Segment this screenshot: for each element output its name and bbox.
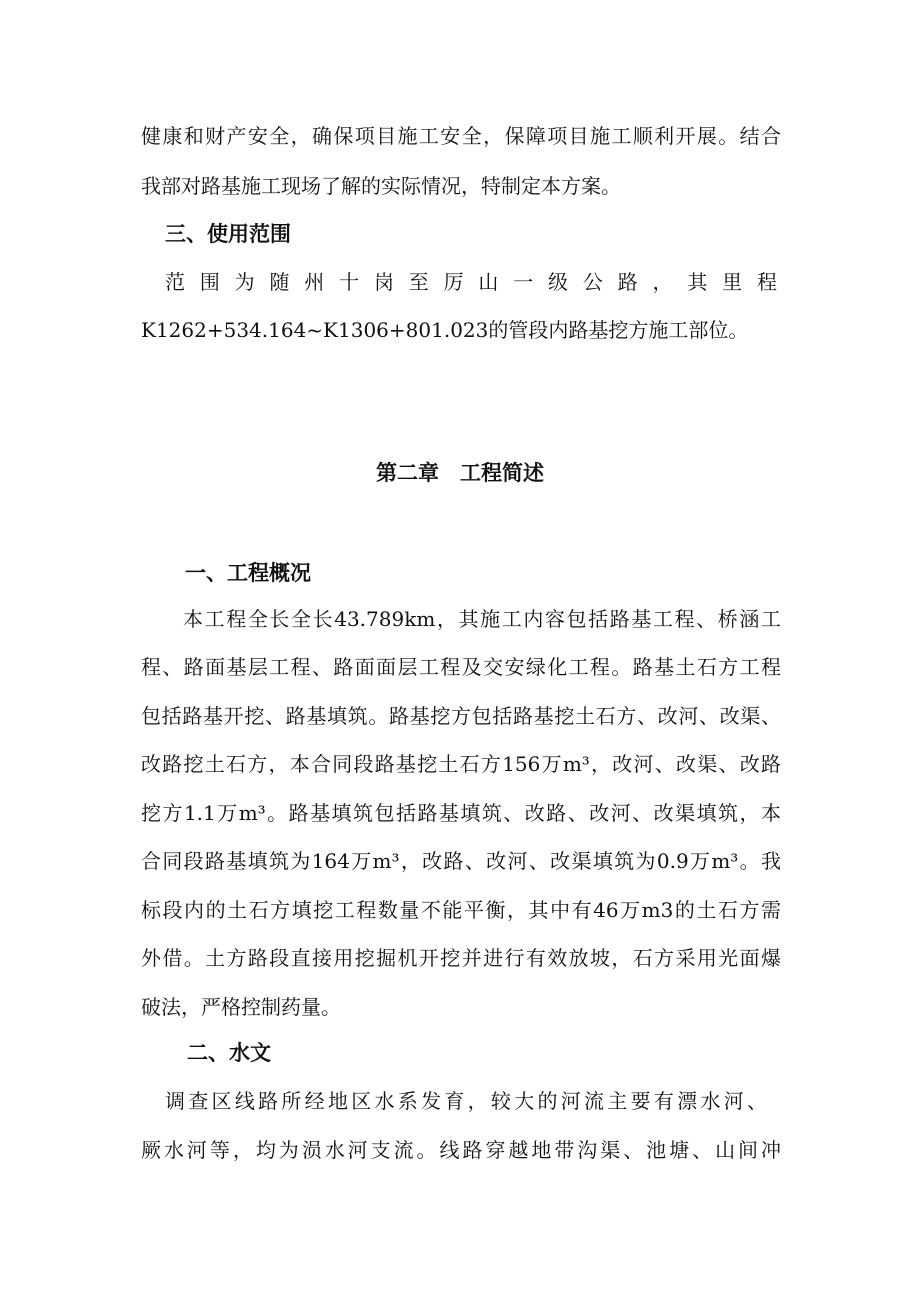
paragraph-line: 程、路面基层工程、路面面层工程及交安绿化工程。路基土石方工程 bbox=[141, 655, 781, 679]
paragraph-line: 本工程全长全长43.789km，其施工内容包括路基工程、桥涵工 bbox=[183, 607, 781, 631]
paragraph-line: 改路挖土石方，本合同段路基挖土石方156万m³，改河、改渠、改路 bbox=[141, 752, 781, 776]
paragraph-line: 厥水河等，均为涢水河支流。线路穿越地带沟渠、池塘、山间冲 bbox=[141, 1138, 781, 1162]
chapter-title: 第二章 工程简述 bbox=[376, 461, 544, 485]
paragraph-line: 合同段路基填筑为164万m³，改路、改河、改渠填筑为0.9万m³。我 bbox=[141, 849, 781, 873]
section-heading: 三、使用范围 bbox=[165, 222, 291, 246]
paragraph-line: 我部对路基施工现场了解的实际情况，特制定本方案。 bbox=[141, 174, 621, 198]
paragraph-line: 破法，严格控制药量。 bbox=[141, 995, 341, 1019]
paragraph-line: 挖方1.1万m³。路基填筑包括路基填筑、改路、改河、改渠填筑，本 bbox=[141, 801, 781, 825]
paragraph-line: 标段内的土石方填挖工程数量不能平衡，其中有46万m3的土石方需 bbox=[141, 898, 781, 922]
paragraph-line: 范围为随州十岗至厉山一级公路，其里程 bbox=[165, 270, 777, 294]
paragraph-line: 外借。土方路段直接用挖掘机开挖并进行有效放坡，石方采用光面爆 bbox=[141, 946, 781, 970]
paragraph-line: 健康和财产安全，确保项目施工安全，保障项目施工顺利开展。结合 bbox=[141, 124, 781, 148]
section-heading: 二、水文 bbox=[187, 1041, 271, 1065]
paragraph-line: K1262+534.164~K1306+801.023的管段内路基挖方施工部位。 bbox=[141, 318, 749, 342]
section-heading: 一、工程概况 bbox=[185, 561, 311, 585]
paragraph-line: 调查区线路所经地区水系发育，较大的河流主要有漂水河、 bbox=[165, 1089, 767, 1113]
paragraph-line: 包括路基开挖、路基填筑。路基挖方包括路基挖土石方、改河、改渠、 bbox=[141, 704, 781, 728]
